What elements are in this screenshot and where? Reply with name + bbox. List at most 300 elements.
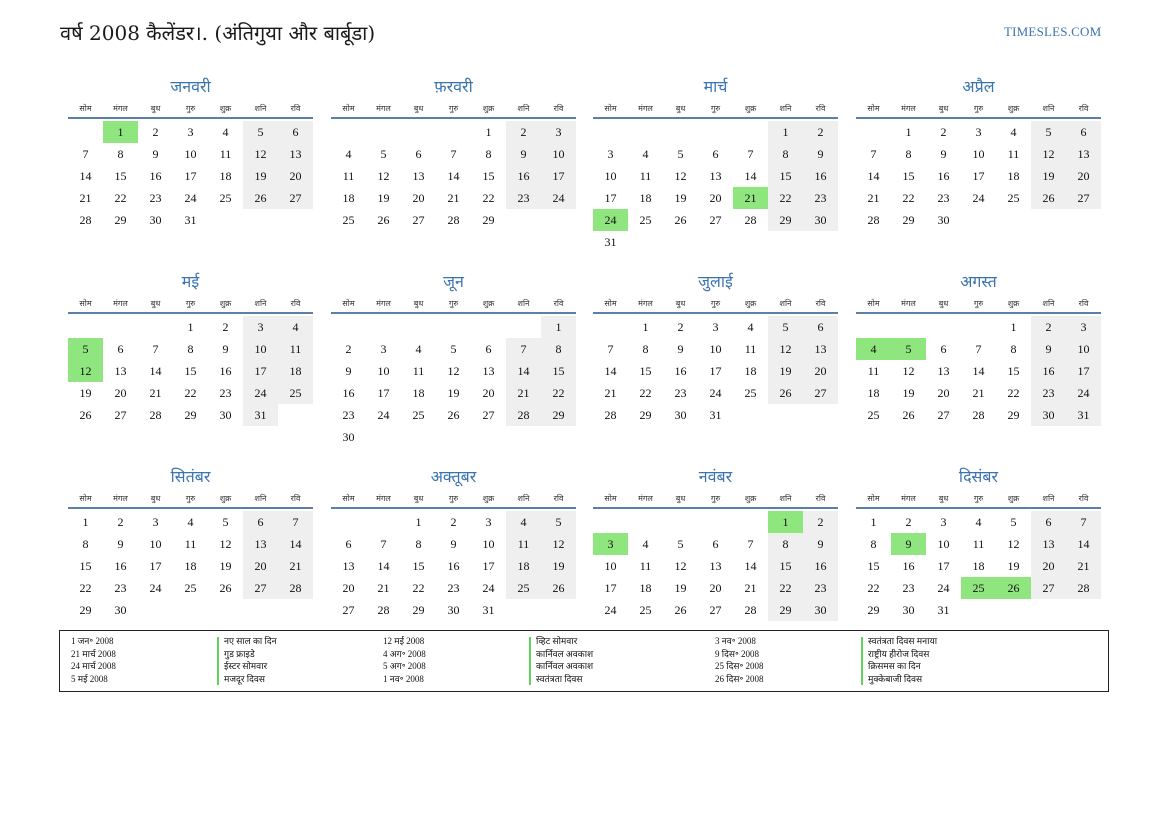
day-cell: 27 xyxy=(482,408,495,422)
day-cell: 7 xyxy=(152,342,159,356)
legend-names xyxy=(224,635,277,685)
day-cell: 25 xyxy=(744,386,757,400)
day-cell: 6 xyxy=(485,342,492,356)
day-cell: 1 xyxy=(905,125,912,139)
day-cell: 7 xyxy=(506,338,541,360)
day-cell: 20 xyxy=(243,555,278,577)
weekday-label: बुध xyxy=(675,299,686,308)
day-cell: 1 xyxy=(541,316,576,338)
day-cell: 2 xyxy=(905,515,912,529)
weekday-label: शुक्र xyxy=(1007,104,1020,113)
legend-date: 25 दिस॰ 2008 xyxy=(715,661,764,672)
day-cell: 9 xyxy=(222,342,229,356)
legend-holiday-name: स्वतंत्रता दिवस xyxy=(536,673,583,684)
day-cell: 22 xyxy=(184,386,197,400)
weekday-label: शनि xyxy=(517,494,530,503)
weekday-label: गुरु xyxy=(185,494,196,503)
day-cell: 22 xyxy=(114,191,127,205)
day-cell: 20 xyxy=(412,191,425,205)
month-block xyxy=(856,465,1101,645)
weekday-label: बुध xyxy=(150,104,161,113)
legend-marker xyxy=(861,637,863,685)
day-cell: 8 xyxy=(642,342,649,356)
day-cell: 22 xyxy=(768,187,803,209)
day-cell: 30 xyxy=(447,603,460,617)
day-cell: 22 xyxy=(79,581,92,595)
day-cell: 9 xyxy=(803,143,838,165)
day-cell: 10 xyxy=(184,147,197,161)
day-cell: 15 xyxy=(482,169,495,183)
day-cell: 17 xyxy=(149,559,162,573)
day-cell: 16 xyxy=(149,169,162,183)
day-cell: 27 xyxy=(243,577,278,599)
day-cell: 23 xyxy=(1031,382,1066,404)
day-cell: 28 xyxy=(867,213,880,227)
month-name: अगस्त xyxy=(960,272,997,291)
day-cell: 23 xyxy=(803,577,838,599)
day-cell: 3 xyxy=(541,121,576,143)
day-cell: 1 xyxy=(1010,320,1017,334)
day-cell: 21 xyxy=(377,581,390,595)
month-block xyxy=(593,75,838,255)
day-cell: 24 xyxy=(1066,382,1101,404)
weekday-label: सोम xyxy=(604,104,617,113)
day-cell: 29 xyxy=(412,603,425,617)
holiday-legend xyxy=(59,630,1109,692)
day-cell: 15 xyxy=(639,364,652,378)
day-cell: 14 xyxy=(447,169,460,183)
day-cell: 5 xyxy=(768,316,803,338)
day-cell: 19 xyxy=(243,165,278,187)
day-cell: 9 xyxy=(940,147,947,161)
day-cell: 24 xyxy=(377,408,390,422)
day-cell: 28 xyxy=(149,408,162,422)
day-cell: 11 xyxy=(867,364,880,378)
day-cell: 28 xyxy=(447,213,460,227)
legend-holiday-name: गुड फ्राइडे xyxy=(224,648,255,659)
legend-dates xyxy=(71,635,116,685)
day-cell: 26 xyxy=(902,408,915,422)
day-cell: 7 xyxy=(450,147,457,161)
weekday-label: मंगल xyxy=(376,299,391,308)
day-cell: 12 xyxy=(1007,537,1020,551)
weekday-label: रवि xyxy=(290,104,301,113)
day-cell: 18 xyxy=(744,364,757,378)
day-cell: 7 xyxy=(380,537,387,551)
day-cell: 23 xyxy=(803,187,838,209)
day-cell: 17 xyxy=(937,559,950,573)
legend-date: 1 जन॰ 2008 xyxy=(71,636,114,646)
day-cell: 16 xyxy=(342,386,355,400)
holiday-day-cell: 26 xyxy=(996,577,1031,599)
day-cell: 29 xyxy=(768,209,803,231)
day-cell: 23 xyxy=(342,408,355,422)
day-cell: 16 xyxy=(937,169,950,183)
weekday-label: शनि xyxy=(254,494,267,503)
day-cell: 28 xyxy=(506,404,541,426)
legend-holiday-name: कार्निवल अवकाश xyxy=(536,661,594,672)
weekday-label: गुरु xyxy=(448,494,459,503)
day-cell: 17 xyxy=(184,169,197,183)
header-rule xyxy=(593,117,838,119)
day-cell: 17 xyxy=(709,364,722,378)
weekday-label: शुक्र xyxy=(744,299,757,308)
day-cell: 7 xyxy=(82,147,89,161)
day-cell: 27 xyxy=(709,213,722,227)
day-cell: 22 xyxy=(768,577,803,599)
day-cell: 20 xyxy=(114,386,127,400)
day-cell: 6 xyxy=(1066,121,1101,143)
day-cell: 8 xyxy=(541,338,576,360)
weekday-label: शुक्र xyxy=(744,104,757,113)
day-cell: 24 xyxy=(149,581,162,595)
day-cell: 26 xyxy=(219,581,232,595)
day-cell: 2 xyxy=(1031,316,1066,338)
day-cell: 4 xyxy=(642,537,649,551)
day-cell: 26 xyxy=(243,187,278,209)
day-cell: 12 xyxy=(219,537,232,551)
month-block xyxy=(856,75,1101,255)
day-cell: 13 xyxy=(1066,143,1101,165)
day-cell: 8 xyxy=(905,147,912,161)
day-cell: 18 xyxy=(184,559,197,573)
day-cell: 8 xyxy=(485,147,492,161)
day-cell: 26 xyxy=(674,603,687,617)
day-cell: 23 xyxy=(114,581,127,595)
day-cell: 27 xyxy=(114,408,127,422)
legend-date: 26 दिस॰ 2008 xyxy=(715,673,764,684)
weekday-label: सोम xyxy=(867,494,880,503)
page-title: वर्ष 2008 कैलेंडर।. (अंतिगुया और बार्बूडा) xyxy=(60,21,376,45)
day-cell: 7 xyxy=(747,147,754,161)
day-cell: 13 xyxy=(709,169,722,183)
day-cell: 17 xyxy=(1066,360,1101,382)
day-cell: 14 xyxy=(1066,533,1101,555)
day-cell: 8 xyxy=(1010,342,1017,356)
day-cell: 10 xyxy=(937,537,950,551)
day-cell: 10 xyxy=(377,364,390,378)
day-cell: 20 xyxy=(482,386,495,400)
header-rule xyxy=(68,312,313,314)
legend-holiday-name: मुक्केबाजी दिवस xyxy=(868,673,923,684)
header-rule xyxy=(593,312,838,314)
day-cell: 23 xyxy=(219,386,232,400)
weekday-label: गुरु xyxy=(448,299,459,308)
day-cell: 25 xyxy=(278,382,313,404)
day-cell: 21 xyxy=(506,382,541,404)
day-cell: 31 xyxy=(709,408,722,422)
day-cell: 9 xyxy=(506,143,541,165)
day-cell: 7 xyxy=(278,511,313,533)
weekday-label: मंगल xyxy=(376,494,391,503)
day-cell: 4 xyxy=(278,316,313,338)
month-name: नवंबर xyxy=(698,467,733,486)
month-block xyxy=(856,270,1101,450)
day-cell: 23 xyxy=(902,581,915,595)
day-cell: 5 xyxy=(677,537,684,551)
legend-date: 21 मार्च 2008 xyxy=(71,648,116,659)
day-cell: 23 xyxy=(149,191,162,205)
site-link[interactable]: TIMESLES.COM xyxy=(1004,24,1102,39)
day-cell: 29 xyxy=(482,213,495,227)
header-rule xyxy=(331,117,576,119)
legend-holiday-name: ईस्टर सोमवार xyxy=(224,661,268,672)
weekday-label: गुरु xyxy=(185,104,196,113)
day-cell: 24 xyxy=(937,581,950,595)
day-cell: 19 xyxy=(674,191,687,205)
day-cell: 8 xyxy=(768,143,803,165)
day-cell: 2 xyxy=(677,320,684,334)
day-cell: 29 xyxy=(768,599,803,621)
day-cell: 14 xyxy=(604,364,617,378)
weekday-label: सोम xyxy=(79,104,92,113)
weekday-label: गुरु xyxy=(448,104,459,113)
day-cell: 21 xyxy=(744,581,757,595)
day-cell: 21 xyxy=(79,191,92,205)
day-cell: 1 xyxy=(82,515,89,529)
day-cell: 21 xyxy=(447,191,460,205)
legend-date: 5 मई 2008 xyxy=(71,673,108,684)
day-cell: 3 xyxy=(485,515,492,529)
day-cell: 10 xyxy=(541,143,576,165)
weekday-label: सोम xyxy=(342,104,355,113)
holiday-day-cell: 12 xyxy=(68,360,103,382)
weekday-label: गुरु xyxy=(710,494,721,503)
day-cell: 12 xyxy=(447,364,460,378)
day-cell: 17 xyxy=(604,581,617,595)
day-cell: 11 xyxy=(278,338,313,360)
day-cell: 10 xyxy=(972,147,985,161)
weekday-label: शनि xyxy=(779,104,792,113)
month-block xyxy=(331,465,576,645)
day-cell: 25 xyxy=(342,213,355,227)
day-cell: 12 xyxy=(768,338,803,360)
day-cell: 3 xyxy=(187,125,194,139)
weekday-label: शुक्र xyxy=(219,299,232,308)
day-cell: 14 xyxy=(377,559,390,573)
day-cell: 12 xyxy=(541,533,576,555)
weekday-label: गुरु xyxy=(710,299,721,308)
weekday-label: बुध xyxy=(413,494,424,503)
day-cell: 30 xyxy=(1031,404,1066,426)
day-cell: 2 xyxy=(803,511,838,533)
weekday-label: सोम xyxy=(867,299,880,308)
day-cell: 20 xyxy=(1031,555,1066,577)
day-cell: 6 xyxy=(415,147,422,161)
day-cell: 17 xyxy=(972,169,985,183)
day-cell: 7 xyxy=(870,147,877,161)
weekday-label: शनि xyxy=(779,299,792,308)
day-cell: 4 xyxy=(506,511,541,533)
weekday-label: शुक्र xyxy=(744,494,757,503)
weekday-label: शनि xyxy=(254,104,267,113)
day-cell: 1 xyxy=(415,515,422,529)
holiday-day-cell: 21 xyxy=(733,187,768,209)
day-cell: 18 xyxy=(412,386,425,400)
day-cell: 26 xyxy=(377,213,390,227)
day-cell: 22 xyxy=(482,191,495,205)
day-cell: 3 xyxy=(975,125,982,139)
day-cell: 13 xyxy=(114,364,127,378)
day-cell: 16 xyxy=(114,559,127,573)
weekday-label: बुध xyxy=(413,104,424,113)
day-cell: 6 xyxy=(243,511,278,533)
month-name: जून xyxy=(443,272,464,291)
day-cell: 18 xyxy=(639,191,652,205)
day-cell: 7 xyxy=(607,342,614,356)
day-cell: 10 xyxy=(1066,338,1101,360)
day-cell: 19 xyxy=(768,360,803,382)
day-cell: 15 xyxy=(114,169,127,183)
weekday-label: मंगल xyxy=(376,104,391,113)
day-cell: 6 xyxy=(712,537,719,551)
day-cell: 29 xyxy=(184,408,197,422)
weekday-label: शनि xyxy=(517,299,530,308)
day-cell: 11 xyxy=(1007,147,1020,161)
day-cell: 3 xyxy=(712,320,719,334)
day-cell: 20 xyxy=(709,191,722,205)
day-cell: 29 xyxy=(1007,408,1020,422)
day-cell: 2 xyxy=(117,515,124,529)
day-cell: 24 xyxy=(184,191,197,205)
day-cell: 4 xyxy=(747,320,754,334)
day-cell: 20 xyxy=(1066,165,1101,187)
day-cell: 13 xyxy=(482,364,495,378)
day-cell: 22 xyxy=(1007,386,1020,400)
day-cell: 8 xyxy=(870,537,877,551)
day-cell: 18 xyxy=(506,555,541,577)
day-cell: 14 xyxy=(744,559,757,573)
day-cell: 31 xyxy=(1066,404,1101,426)
header-rule xyxy=(593,507,838,509)
weekday-label: मंगल xyxy=(113,494,128,503)
month-name: दिसंबर xyxy=(958,467,999,486)
day-cell: 9 xyxy=(345,364,352,378)
day-cell: 10 xyxy=(482,537,495,551)
month-name: मई xyxy=(181,272,200,291)
legend-date: 12 मई 2008 xyxy=(383,636,425,646)
day-cell: 1 xyxy=(485,125,492,139)
day-cell: 15 xyxy=(902,169,915,183)
day-cell: 28 xyxy=(79,213,92,227)
weekday-label: रवि xyxy=(290,494,301,503)
weekday-label: रवि xyxy=(290,299,301,308)
weekday-label: सोम xyxy=(79,494,92,503)
legend-holiday-name: स्वतंत्रता दिवस मनाया xyxy=(868,636,938,646)
day-cell: 18 xyxy=(342,191,355,205)
day-cell: 29 xyxy=(541,404,576,426)
month-block xyxy=(68,75,313,255)
day-cell: 5 xyxy=(380,147,387,161)
day-cell: 21 xyxy=(278,555,313,577)
weekday-label: मंगल xyxy=(113,104,128,113)
month-name: मार्च xyxy=(703,77,728,96)
day-cell: 25 xyxy=(867,408,880,422)
legend-holiday-name: कार्निवल अवकाश xyxy=(536,648,594,659)
weekday-label: शुक्र xyxy=(482,299,495,308)
day-cell: 23 xyxy=(937,191,950,205)
weekday-label: मंगल xyxy=(901,299,916,308)
day-cell: 15 xyxy=(79,559,92,573)
day-cell: 8 xyxy=(768,533,803,555)
day-cell: 9 xyxy=(1031,338,1066,360)
weekday-label: रवि xyxy=(553,299,564,308)
weekday-label: रवि xyxy=(815,104,826,113)
day-cell: 27 xyxy=(412,213,425,227)
day-cell: 5 xyxy=(450,342,457,356)
day-cell: 14 xyxy=(867,169,880,183)
weekday-label: बुध xyxy=(413,299,424,308)
day-cell: 16 xyxy=(506,165,541,187)
day-cell: 7 xyxy=(975,342,982,356)
legend-date: 5 अग॰ 2008 xyxy=(383,661,426,672)
day-cell: 7 xyxy=(1066,511,1101,533)
day-cell: 28 xyxy=(377,603,390,617)
day-cell: 14 xyxy=(506,360,541,382)
day-cell: 5 xyxy=(1010,515,1017,529)
day-cell: 13 xyxy=(342,559,355,573)
weekday-label: सोम xyxy=(604,494,617,503)
day-cell: 22 xyxy=(412,581,425,595)
day-cell: 26 xyxy=(79,408,92,422)
month-block xyxy=(593,270,838,450)
day-cell: 7 xyxy=(747,537,754,551)
day-cell: 11 xyxy=(972,537,985,551)
day-cell: 11 xyxy=(219,147,232,161)
day-cell: 4 xyxy=(187,515,194,529)
holiday-day-cell: 5 xyxy=(891,338,926,360)
weekday-label: मंगल xyxy=(638,494,653,503)
day-cell: 13 xyxy=(1031,533,1066,555)
day-cell: 3 xyxy=(607,147,614,161)
day-cell: 9 xyxy=(152,147,159,161)
month-name: अक्तूबर xyxy=(430,467,477,486)
day-cell: 6 xyxy=(345,537,352,551)
day-cell: 15 xyxy=(412,559,425,573)
day-cell: 26 xyxy=(1031,187,1066,209)
day-cell: 23 xyxy=(447,581,460,595)
day-cell: 11 xyxy=(412,364,425,378)
day-cell: 8 xyxy=(187,342,194,356)
month-name: जनवरी xyxy=(170,77,211,96)
day-cell: 17 xyxy=(541,165,576,187)
month-name: फ़रवरी xyxy=(434,77,473,96)
day-cell: 25 xyxy=(639,603,652,617)
day-cell: 14 xyxy=(149,364,162,378)
weekday-label: शनि xyxy=(1042,494,1055,503)
weekday-label: शनि xyxy=(1042,104,1055,113)
holiday-day-cell: 3 xyxy=(593,533,628,555)
weekday-label: रवि xyxy=(1078,494,1089,503)
day-cell: 21 xyxy=(972,386,985,400)
weekday-label: रवि xyxy=(553,104,564,113)
day-cell: 26 xyxy=(674,213,687,227)
holiday-day-cell: 9 xyxy=(891,533,926,555)
legend-names xyxy=(868,635,937,685)
day-cell: 13 xyxy=(709,559,722,573)
day-cell: 11 xyxy=(184,537,197,551)
day-cell: 8 xyxy=(82,537,89,551)
legend-date: 1 नव॰ 2008 xyxy=(383,673,424,684)
day-cell: 14 xyxy=(278,533,313,555)
day-cell: 16 xyxy=(1031,360,1066,382)
legend-date: 3 नव॰ 2008 xyxy=(715,636,756,646)
day-cell: 1 xyxy=(870,515,877,529)
day-cell: 8 xyxy=(117,147,124,161)
day-cell: 6 xyxy=(1031,511,1066,533)
legend-names xyxy=(536,635,593,685)
day-cell: 23 xyxy=(674,386,687,400)
